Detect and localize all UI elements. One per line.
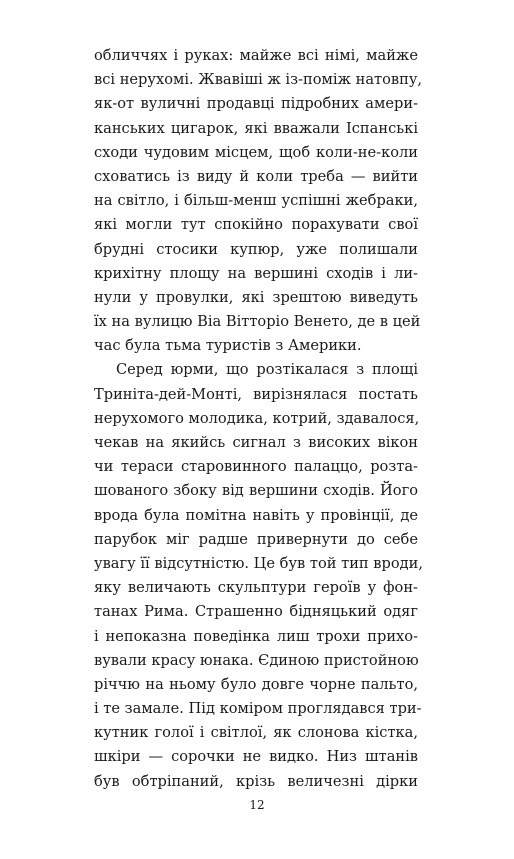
text-line: і непоказна поведінка лиш трохи прихо- — [94, 627, 418, 645]
text-line: шкіри — сорочки не видко. Низ штанів — [94, 748, 418, 766]
text-line: парубок міг радше привернути до себе — [94, 530, 418, 548]
text-line: сховатись із виду й коли треба — вийти — [94, 167, 418, 185]
text-line: шованого збоку від вершини сходів. Його — [94, 482, 418, 500]
text-line: на світло, і більш-менш успішні жебраки, — [94, 192, 418, 210]
text-line: нули у провулки, які зрештою виведуть — [94, 288, 418, 306]
text-line: крихітну площу на вершині сходів і ли- — [94, 264, 418, 282]
text-line: танах Рима. Страшенно бідняцький одяг — [94, 603, 418, 621]
page-number: 12 — [249, 798, 265, 812]
text-line: які могли тут спокійно порахувати свої — [94, 216, 418, 234]
paragraph-1 — [94, 44, 423, 358]
text-line: канських цигарок, які вважали Іспанські — [94, 119, 418, 137]
text-line: чекав на якийсь сигнал з високих вікон — [94, 434, 418, 451]
text-line: обличчях і руках: майже всі німі, майже — [94, 47, 418, 64]
body-text — [94, 44, 423, 794]
text-line: річчю на ньому було довге чорне пальто, — [94, 675, 418, 693]
text-line: врода була помітна навіть у провінції, де — [94, 506, 418, 524]
text-line: Триніта-дей-Монті, вирізнялася постать — [94, 385, 418, 403]
text-line: Серед юрми, що розтікалася з площі — [116, 361, 418, 379]
text-line: нерухомого молодика, котрий, здавалося, — [94, 409, 420, 427]
text-line: увагу її відсутністю. Це був той тип вроди, — [94, 554, 423, 572]
text-line: брудні стосики купюр, уже полишали — [94, 240, 418, 258]
paragraph-2 — [94, 358, 423, 793]
text-line: всі нерухомі. Жвавіші ж із-поміж натовпу, — [94, 71, 423, 89]
text-line: час була тьма туристів з Америки. — [94, 337, 362, 355]
text-line: їх на вулицю Віа Вітторіо Венето, де в цей — [94, 313, 421, 331]
text-line: яку величають скульптури героїв у фон- — [94, 579, 418, 597]
text-line: вували красу юнака. Єдиною пристойною — [94, 651, 419, 669]
text-line: чи тераси старовинного палаццо, розта- — [94, 458, 418, 476]
text-line: кутник голої і світлої, як слонова кістка, — [94, 724, 418, 742]
text-line: сходи чудовим місцем, щоб коли-не-коли — [94, 143, 418, 161]
text-line: і те замале. Під коміром проглядався три- — [94, 700, 422, 718]
text-line: був обтріпаний, крізь величезні дірки — [94, 772, 418, 790]
text-line: як-от вуличні продавці підробних амери- — [94, 95, 418, 113]
